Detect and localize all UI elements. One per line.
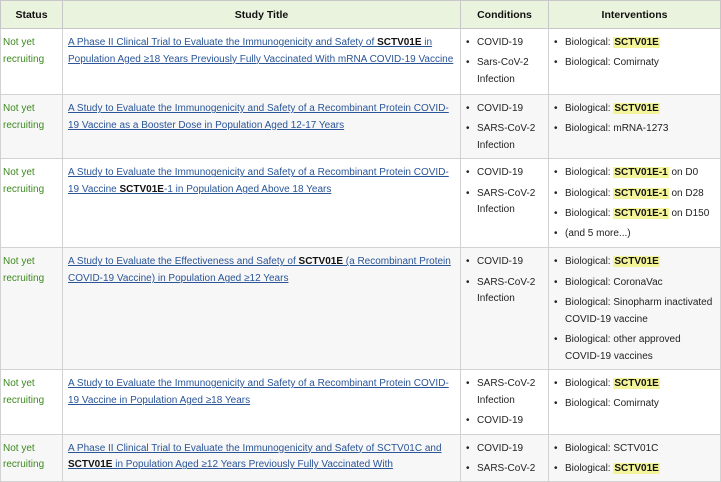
- intervention-text: on D28: [668, 187, 704, 199]
- conditions-list: [465, 101, 546, 155]
- study-title-link[interactable]: [68, 167, 449, 195]
- study-title-cell: [63, 370, 461, 434]
- table-row: [1, 29, 721, 95]
- intervention-text: Biological: other approved COVID-19 vaccines: [565, 334, 681, 362]
- intervention-text: Biological:: [565, 207, 614, 219]
- interventions-list: [553, 376, 718, 413]
- interventions-list: [553, 441, 718, 478]
- intervention-item: [553, 396, 718, 413]
- highlighted-term: SCTV01E: [614, 462, 659, 474]
- condition-item: • COVID-19: [465, 35, 546, 52]
- conditions-list: [465, 441, 546, 478]
- title-text: in Population Aged ≥12 Years Previously Fully Vaccinated With: [112, 459, 393, 471]
- intervention-text: (and 5 more...): [565, 228, 631, 240]
- recruitment-status: Not yet recruiting: [3, 378, 45, 406]
- interventions-list: [553, 101, 718, 138]
- study-title-link[interactable]: [68, 443, 442, 471]
- status-cell: [1, 370, 63, 434]
- study-title-cell: [63, 29, 461, 95]
- status-cell: [1, 159, 63, 248]
- condition-item: • SARS-CoV-2 Infection: [465, 121, 546, 155]
- study-title-cell: [63, 159, 461, 248]
- conditions-cell: [461, 29, 549, 95]
- intervention-text: Biological:: [565, 167, 614, 179]
- status-cell: [1, 434, 63, 482]
- conditions-cell: [461, 370, 549, 434]
- intervention-item: [553, 55, 718, 72]
- intervention-text: Biological: Comirnaty: [565, 57, 659, 69]
- highlighted-term: SCTV01E: [614, 256, 659, 268]
- condition-item: • Sars-CoV-2 Infection: [465, 55, 546, 89]
- table-row: [1, 159, 721, 248]
- study-code-text: SCTV01E: [119, 184, 164, 196]
- interventions-list: [553, 254, 718, 365]
- conditions-list: [465, 165, 546, 219]
- condition-item: • SARS-CoV-2 Infection: [465, 275, 546, 309]
- intervention-text: Biological: Sinopharm inactivated COVID-19 vaccine: [565, 296, 713, 325]
- condition-item: • SARS-CoV-2: [465, 461, 546, 478]
- intervention-item: [553, 295, 718, 329]
- title-text: A Study to Evaluate the Effectiveness and Safety of: [68, 256, 299, 268]
- intervention-text: on D0: [668, 167, 699, 179]
- status-cell: [1, 248, 63, 370]
- condition-item: • COVID-19: [465, 254, 546, 271]
- conditions-cell: [461, 95, 549, 159]
- recruitment-status: Not yet recruiting: [3, 103, 45, 131]
- highlighted-term: SCTV01E: [614, 103, 659, 114]
- interventions-cell: [549, 370, 721, 434]
- title-text: -1 in Population Aged Above 18 Years: [163, 184, 332, 196]
- recruitment-status: Not yet recruiting: [3, 37, 45, 65]
- title-text: A Study to Evaluate the Immunogenicity and Safety of a Recombinant Protein COVID-19 Vaccine as a Booster Dose in Population Aged 12-17 Years: [68, 103, 449, 131]
- condition-item: • SARS-CoV-2 Infection: [465, 186, 546, 220]
- highlighted-term: SCTV01E-1: [614, 207, 668, 219]
- table-row: [1, 370, 721, 434]
- interventions-cell: [549, 29, 721, 95]
- table-row: [1, 434, 721, 482]
- study-title-link[interactable]: [68, 256, 451, 284]
- conditions-cell: [461, 248, 549, 370]
- interventions-cell: [549, 434, 721, 482]
- study-code-text: SCTV01E: [377, 37, 422, 48]
- highlighted-term: SCTV01E: [614, 37, 659, 48]
- column-header-study-title[interactable]: Study Title: [63, 1, 461, 29]
- column-header-status[interactable]: Status: [1, 1, 63, 29]
- intervention-item: [553, 206, 718, 223]
- column-header-interventions[interactable]: Interventions: [549, 1, 721, 29]
- intervention-text: Biological:: [565, 103, 614, 114]
- intervention-text: on D150: [668, 207, 710, 219]
- status-cell: [1, 29, 63, 95]
- study-title-cell: [63, 248, 461, 370]
- conditions-list: [465, 254, 546, 308]
- intervention-item: [553, 165, 718, 182]
- interventions-list: [553, 165, 718, 243]
- intervention-item: [553, 186, 718, 203]
- conditions-cell: [461, 434, 549, 482]
- column-header-conditions[interactable]: Conditions: [461, 1, 549, 29]
- study-code-text: SCTV01E: [68, 459, 113, 471]
- intervention-text: Biological: mRNA-1273: [565, 123, 669, 135]
- interventions-cell: [549, 95, 721, 159]
- intervention-item: [553, 226, 718, 243]
- intervention-text: Biological: SCTV01C: [565, 442, 659, 454]
- study-code-text: SCTV01E: [298, 256, 343, 268]
- condition-item: • COVID-19: [465, 165, 546, 182]
- title-text: in Population Aged ≥18 Years Previously Fully Vaccinated With mRNA COVID-19 Vaccine: [68, 37, 454, 65]
- title-text: A Study to Evaluate the Immunogenicity and Safety of a Recombinant Protein COVID-19 Vaccine: [68, 167, 449, 196]
- intervention-item: [553, 332, 718, 366]
- intervention-text: Biological:: [565, 462, 614, 474]
- conditions-list: [465, 376, 546, 430]
- intervention-item: [553, 35, 718, 52]
- highlighted-term: SCTV01E-1: [614, 167, 668, 179]
- conditions-list: [465, 35, 546, 89]
- recruitment-status: Not yet recruiting: [3, 167, 45, 196]
- study-title-link[interactable]: [68, 103, 449, 131]
- study-title-cell: [63, 434, 461, 482]
- recruitment-status: Not yet recruiting: [3, 256, 45, 285]
- intervention-item: [553, 441, 718, 458]
- condition-item: • COVID-19: [465, 101, 546, 118]
- intervention-text: Biological:: [565, 37, 614, 48]
- table-row: [1, 248, 721, 370]
- intervention-item: [553, 121, 718, 138]
- highlighted-term: SCTV01E-1: [614, 187, 668, 199]
- intervention-item: [553, 461, 718, 478]
- interventions-list: [553, 35, 718, 72]
- intervention-item: [553, 101, 718, 118]
- highlighted-term: SCTV01E: [614, 378, 659, 390]
- condition-item: • SARS-CoV-2 Infection: [465, 376, 546, 410]
- intervention-item: [553, 275, 718, 292]
- intervention-text: Biological: Comirnaty: [565, 398, 659, 410]
- title-text: A Phase II Clinical Trial to Evaluate the Immunogenicity and Safety of: [68, 37, 378, 48]
- study-title-link[interactable]: [68, 378, 449, 406]
- intervention-item: [553, 376, 718, 393]
- title-text: A Study to Evaluate the Immunogenicity and Safety of a Recombinant Protein COVID-19 Vaccine in Population Aged ≥18 Years: [68, 378, 449, 406]
- status-cell: [1, 95, 63, 159]
- recruitment-status: Not yet recruiting: [3, 442, 45, 471]
- intervention-text: Biological:: [565, 378, 614, 390]
- title-text: (a Recombinant Protein COVID-19 Vaccine) in Population Aged ≥12 Years: [68, 256, 451, 285]
- study-title-link[interactable]: [68, 37, 453, 65]
- condition-item: • COVID-19: [465, 413, 546, 430]
- table-row: [1, 95, 721, 159]
- interventions-cell: [549, 248, 721, 370]
- intervention-text: Biological: CoronaVac: [565, 276, 663, 288]
- table-body: [1, 29, 721, 482]
- intervention-text: Biological:: [565, 187, 614, 199]
- table-header-row: [1, 1, 721, 29]
- intervention-item: [553, 254, 718, 271]
- intervention-text: Biological:: [565, 256, 614, 268]
- condition-item: • COVID-19: [465, 441, 546, 458]
- title-text: A Phase II Clinical Trial to Evaluate the Immunogenicity and Safety of SCTV01C and: [68, 442, 442, 454]
- study-title-cell: [63, 95, 461, 159]
- interventions-cell: [549, 159, 721, 248]
- conditions-cell: [461, 159, 549, 248]
